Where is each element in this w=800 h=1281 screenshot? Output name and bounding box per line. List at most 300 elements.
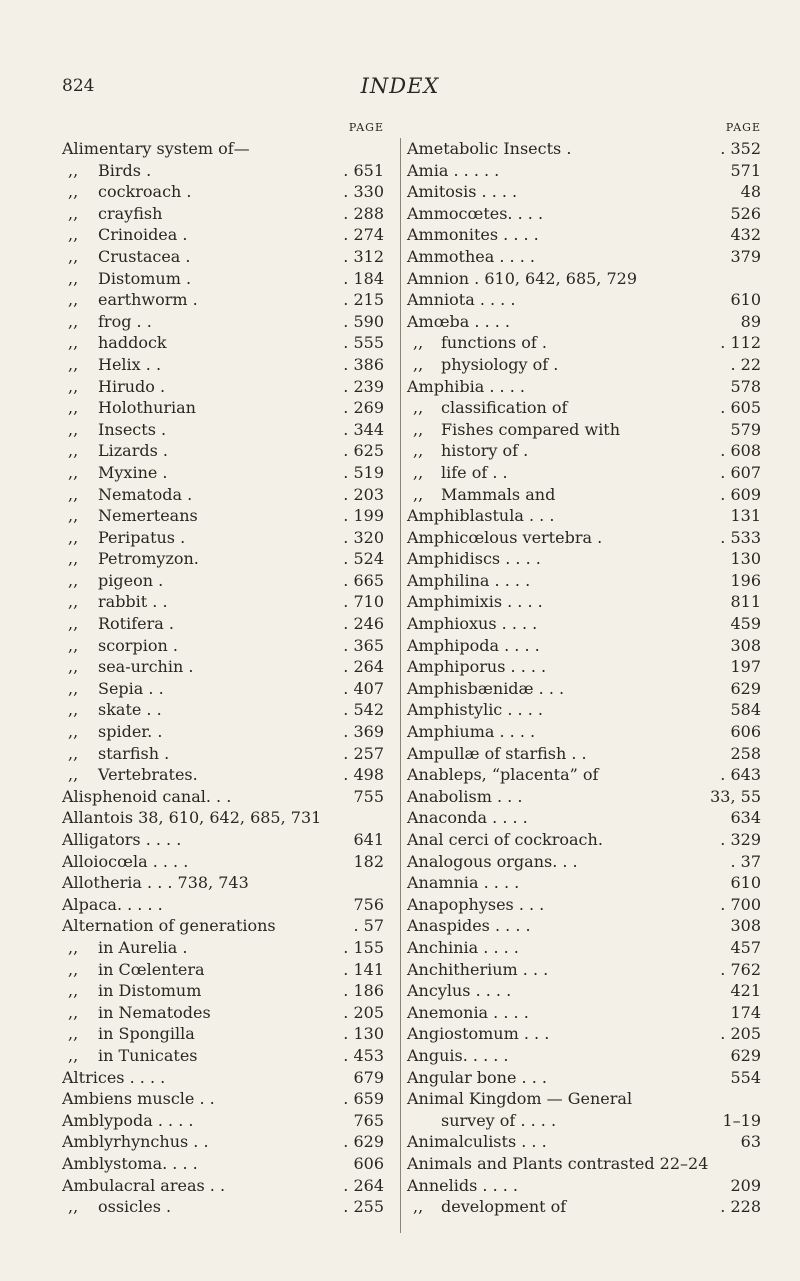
index-term: Nemerteans xyxy=(98,506,198,526)
index-entry xyxy=(407,1175,765,1197)
index-page-ref: . 386 xyxy=(343,354,384,374)
index-page-ref: . 184 xyxy=(343,268,384,288)
index-page-ref: 308 xyxy=(730,635,761,655)
index-entry xyxy=(407,699,765,721)
index-entry xyxy=(62,484,392,506)
index-page-ref: 765 xyxy=(353,1110,384,1130)
index-entry xyxy=(62,851,392,873)
index-term: Anamnia . . . . xyxy=(407,873,520,893)
index-entry xyxy=(407,980,765,1002)
index-page-ref: 130 xyxy=(730,549,761,569)
index-page-ref: 578 xyxy=(730,376,761,396)
index-term: skate . . xyxy=(98,700,162,720)
index-page-ref: . 665 xyxy=(343,570,384,590)
index-entry xyxy=(62,894,392,916)
index-term: Nematoda . xyxy=(98,484,193,504)
index-term: haddock xyxy=(98,333,167,353)
index-column-left xyxy=(62,118,392,1218)
index-entry xyxy=(62,1175,392,1197)
index-term: Amphidiscs . . . . xyxy=(407,549,541,569)
index-page-ref: 48 xyxy=(740,182,761,202)
index-page-ref: . 255 xyxy=(343,1197,384,1217)
index-entry xyxy=(407,786,765,808)
ditto-mark: ,, xyxy=(68,354,79,374)
index-entry xyxy=(62,268,392,290)
index-term: Amphipoda . . . . xyxy=(407,635,540,655)
column-divider xyxy=(400,138,401,1233)
ditto-mark: ,, xyxy=(68,182,79,202)
index-term: crayfish xyxy=(98,203,163,223)
index-entry xyxy=(62,505,392,527)
index-entry xyxy=(407,635,765,657)
index-page-ref: . 330 xyxy=(343,182,384,202)
index-page-ref: 571 xyxy=(730,160,761,180)
index-term: Annelids . . . . xyxy=(407,1175,519,1195)
index-term: Anapophyses . . . xyxy=(407,894,545,914)
index-entry xyxy=(407,462,765,484)
index-page-ref: . 700 xyxy=(720,894,761,914)
index-term: Allantois 38, 610, 642, 685, 731 xyxy=(62,808,322,828)
index-term: Altrices . . . . xyxy=(62,1067,166,1087)
index-term: Angiostomum . . . xyxy=(407,1024,550,1044)
index-entry xyxy=(407,1088,765,1110)
ditto-mark: ,, xyxy=(68,657,79,677)
index-page-ref: . 329 xyxy=(720,830,761,849)
ditto-mark: ,, xyxy=(68,290,79,310)
index-term: development of xyxy=(441,1197,567,1217)
index-term: Anchinia . . . . xyxy=(407,937,519,957)
page-number: 824 xyxy=(62,76,95,96)
ditto-mark: ,, xyxy=(413,333,424,353)
index-term: Amphibia . . . . xyxy=(407,376,525,396)
index-term: Anguis. . . . . xyxy=(407,1045,509,1065)
ditto-mark: ,, xyxy=(68,722,79,742)
index-term: Anabolism . . . xyxy=(407,786,523,806)
ditto-mark: ,, xyxy=(68,376,79,396)
index-term: in Aurelia . xyxy=(98,937,188,957)
index-term: Ambulacral areas . . xyxy=(62,1175,226,1195)
index-page-ref: . 37 xyxy=(730,851,761,871)
index-term: Ampullæ of starfish . . xyxy=(407,743,587,763)
ditto-mark: ,, xyxy=(68,765,79,785)
index-page-ref: 421 xyxy=(730,981,761,1001)
index-page-ref: 379 xyxy=(730,246,761,266)
index-page-ref: . 625 xyxy=(343,441,384,461)
index-term: life of . . xyxy=(441,462,508,482)
index-page-ref: . 590 xyxy=(343,311,384,331)
index-entry xyxy=(407,1045,765,1067)
ditto-mark: ,, xyxy=(68,570,79,590)
index-page-ref: 457 xyxy=(730,937,761,957)
index-term: Animal Kingdom — General xyxy=(407,1089,633,1109)
index-page-ref: . 257 xyxy=(343,743,384,763)
index-term: Ancylus . . . . xyxy=(407,981,512,1001)
index-page-ref: 33, 55 xyxy=(710,786,761,806)
index-term: Birds . xyxy=(98,160,152,180)
index-term: Myxine . xyxy=(98,462,168,482)
index-term: Alligators . . . . xyxy=(62,830,182,849)
index-page-ref: . 369 xyxy=(343,722,384,742)
index-entry xyxy=(62,548,392,570)
index-page-ref: 634 xyxy=(730,808,761,828)
index-page-ref: . 141 xyxy=(343,959,384,979)
ditto-mark: ,, xyxy=(68,311,79,331)
index-term: earthworm . xyxy=(98,290,198,310)
index-entry xyxy=(407,289,765,311)
ditto-mark: ,, xyxy=(68,743,79,763)
index-page-ref: 308 xyxy=(730,916,761,936)
index-term: Petromyzon. xyxy=(98,549,199,569)
index-term: Amœba . . . . xyxy=(407,311,511,331)
index-page-ref: . 269 xyxy=(343,398,384,418)
index-page-ref: 606 xyxy=(730,722,761,742)
index-entry xyxy=(407,1131,765,1153)
index-page-ref: 196 xyxy=(730,570,761,590)
index-term: Amniota . . . . xyxy=(407,290,516,310)
index-term: Animalculists . . . xyxy=(407,1132,547,1152)
ditto-mark: ,, xyxy=(68,1197,79,1217)
ditto-mark: ,, xyxy=(68,937,79,957)
ditto-mark: ,, xyxy=(413,462,424,482)
ditto-mark: ,, xyxy=(68,419,79,439)
index-page-ref: 89 xyxy=(740,311,761,331)
index-entry xyxy=(407,1196,765,1218)
index-page-ref: 131 xyxy=(730,506,761,526)
index-entry xyxy=(62,440,392,462)
index-page-ref: . 344 xyxy=(343,419,384,439)
ditto-mark: ,, xyxy=(68,635,79,655)
index-page-ref: . 605 xyxy=(720,398,761,418)
index-entry xyxy=(407,160,765,182)
index-entry xyxy=(62,829,392,851)
index-page-ref: 756 xyxy=(353,894,384,914)
index-entry xyxy=(62,743,392,765)
index-page-ref: 1–19 xyxy=(722,1110,761,1130)
index-page-ref: 197 xyxy=(730,657,761,677)
index-term: Peripatus . xyxy=(98,527,186,547)
index-page-ref: . 519 xyxy=(343,462,384,482)
index-term: Lizards . xyxy=(98,441,168,461)
index-page-ref: . 22 xyxy=(730,354,761,374)
column-page-label: PAGE xyxy=(348,121,384,134)
index-entry xyxy=(62,160,392,182)
index-entry xyxy=(407,1153,765,1175)
index-page-ref: . 186 xyxy=(343,981,384,1001)
index-entry xyxy=(62,1002,392,1024)
index-page-ref: . 762 xyxy=(720,959,761,979)
index-entry xyxy=(62,915,392,937)
index-entry xyxy=(62,332,392,354)
index-entry xyxy=(407,570,765,592)
index-term: Ambiens muscle . . xyxy=(62,1089,215,1109)
index-term: in Spongilla xyxy=(98,1024,195,1044)
index-page-ref: . 524 xyxy=(343,549,384,569)
index-term: sea-urchin . xyxy=(98,657,194,677)
index-entry xyxy=(407,397,765,419)
index-page-ref: . 203 xyxy=(343,484,384,504)
index-page-ref: . 643 xyxy=(720,765,761,785)
index-entry xyxy=(62,613,392,635)
index-entry xyxy=(407,311,765,333)
index-entry xyxy=(407,721,765,743)
index-page-ref: 554 xyxy=(730,1067,761,1087)
index-page-ref: . 629 xyxy=(343,1132,384,1152)
index-entry xyxy=(62,1153,392,1175)
index-term: pigeon . xyxy=(98,570,164,590)
index-page-ref: . 659 xyxy=(343,1089,384,1109)
index-entry xyxy=(62,311,392,333)
index-entry xyxy=(62,980,392,1002)
index-entries-left xyxy=(62,138,392,1218)
index-page-ref: . 239 xyxy=(343,376,384,396)
ditto-mark: ,, xyxy=(68,981,79,1001)
ditto-mark: ,, xyxy=(68,441,79,461)
index-term: Amblypoda . . . . xyxy=(62,1110,194,1130)
index-term: in Tunicates xyxy=(98,1045,198,1065)
index-page-ref: . 312 xyxy=(343,246,384,266)
index-page-ref: . 407 xyxy=(343,678,384,698)
index-term: Insects . xyxy=(98,419,167,439)
index-page-ref: . 608 xyxy=(720,441,761,461)
index-term: Amnion . 610, 642, 685, 729 xyxy=(407,268,638,288)
column-page-label: PAGE xyxy=(725,121,761,134)
index-page-ref: . 130 xyxy=(343,1024,384,1044)
index-term: Anableps, “placenta” of xyxy=(407,765,599,785)
index-term: Rotifera . xyxy=(98,614,174,634)
index-entry xyxy=(62,138,392,160)
index-entry xyxy=(62,1067,392,1089)
index-entry xyxy=(62,937,392,959)
index-term: classification of xyxy=(441,398,568,418)
ditto-mark: ,, xyxy=(68,592,79,612)
index-term: starfish . xyxy=(98,743,170,763)
index-page-ref: 579 xyxy=(730,419,761,439)
index-term: Amphimixis . . . . xyxy=(407,592,543,612)
index-term: Alisphenoid canal. . . xyxy=(62,786,232,806)
index-term: Fishes compared with xyxy=(441,419,621,439)
index-entry xyxy=(62,959,392,981)
index-term: Amphicœlous vertebra . xyxy=(407,527,603,547)
index-term: Anaconda . . . . xyxy=(407,808,528,828)
ditto-mark: ,, xyxy=(68,246,79,266)
index-entry xyxy=(62,462,392,484)
index-entry xyxy=(62,807,392,829)
index-entry xyxy=(407,894,765,916)
index-term: Vertebrates. xyxy=(98,765,198,785)
index-entry xyxy=(62,224,392,246)
index-term: Sepia . . xyxy=(98,678,164,698)
index-page-ref: . 274 xyxy=(343,225,384,245)
index-entry xyxy=(407,743,765,765)
index-page-ref: . 199 xyxy=(343,506,384,526)
ditto-mark: ,, xyxy=(68,1002,79,1022)
index-page-ref: . 352 xyxy=(720,139,761,158)
index-entry xyxy=(407,484,765,506)
index-page-ref: 610 xyxy=(730,873,761,893)
index-entry xyxy=(407,872,765,894)
index-entry xyxy=(407,764,765,786)
index-term: Alpaca. . . . . xyxy=(62,894,163,914)
index-term: Ammothea . . . . xyxy=(407,246,535,266)
index-term: in Cœlentera xyxy=(98,959,205,979)
index-page-ref: . 205 xyxy=(343,1002,384,1022)
index-term: in Distomum xyxy=(98,981,202,1001)
index-entry xyxy=(407,246,765,268)
index-term: cockroach . xyxy=(98,182,192,202)
index-page-ref: 63 xyxy=(740,1132,761,1152)
index-entry xyxy=(62,699,392,721)
index-page-ref: . 542 xyxy=(343,700,384,720)
index-entry xyxy=(407,1002,765,1024)
index-term: Ammocœtes. . . . xyxy=(407,203,544,223)
index-term: rabbit . . xyxy=(98,592,168,612)
index-entry xyxy=(62,1196,392,1218)
index-term: Ametabolic Insects . xyxy=(407,139,572,158)
ditto-mark: ,, xyxy=(68,527,79,547)
index-entry xyxy=(407,678,765,700)
index-term: Ammonites . . . . xyxy=(407,225,539,245)
index-term: scorpion . xyxy=(98,635,178,655)
ditto-mark: ,, xyxy=(68,678,79,698)
index-term: Amblyrhynchus . . xyxy=(62,1132,209,1152)
index-entry xyxy=(62,872,392,894)
index-term: Amblystoma. . . . xyxy=(62,1153,198,1173)
index-entry xyxy=(407,268,765,290)
index-entry xyxy=(62,181,392,203)
index-term: Amia . . . . . xyxy=(407,160,500,180)
index-term: Amphilina . . . . xyxy=(407,570,531,590)
index-entry xyxy=(62,721,392,743)
index-page-ref: 459 xyxy=(730,614,761,634)
index-term: Animals and Plants contrasted 22–24 xyxy=(407,1153,709,1173)
index-entry xyxy=(407,1023,765,1045)
index-term: physiology of . xyxy=(441,354,559,374)
index-page-ref: 584 xyxy=(730,700,761,720)
ditto-mark: ,, xyxy=(413,441,424,461)
index-page-ref: . 246 xyxy=(343,614,384,634)
index-entry xyxy=(407,203,765,225)
index-entry xyxy=(62,678,392,700)
index-entry xyxy=(62,1045,392,1067)
ditto-mark: ,, xyxy=(413,1197,424,1217)
index-page-ref: 811 xyxy=(730,592,761,612)
index-term: Angular bone . . . xyxy=(407,1067,547,1087)
index-term: Amphistylic . . . . xyxy=(407,700,543,720)
index-page-ref: 209 xyxy=(730,1175,761,1195)
index-term: Crinoidea . xyxy=(98,225,188,245)
index-page-ref: 258 xyxy=(730,743,761,763)
index-entry xyxy=(407,959,765,981)
ditto-mark: ,, xyxy=(68,549,79,569)
ditto-mark: ,, xyxy=(413,398,424,418)
index-term: in Nematodes xyxy=(98,1002,211,1022)
index-page-ref: . 215 xyxy=(343,290,384,310)
index-page-ref: . 228 xyxy=(720,1197,761,1217)
index-entry xyxy=(62,656,392,678)
index-entry xyxy=(407,807,765,829)
index-term: functions of . xyxy=(441,333,547,353)
ditto-mark: ,, xyxy=(68,268,79,288)
index-term: Alloiocœla . . . . xyxy=(62,851,189,871)
index-entry xyxy=(62,764,392,786)
index-term: frog . . xyxy=(98,311,152,331)
index-page-ref: 629 xyxy=(730,1045,761,1065)
index-entry xyxy=(62,289,392,311)
index-term: Crustacea . xyxy=(98,246,191,266)
index-term: Holothurian xyxy=(98,398,196,418)
running-title: INDEX xyxy=(360,74,440,98)
index-page-ref: . 155 xyxy=(343,937,384,957)
index-page-ref: 432 xyxy=(730,225,761,245)
index-term: Alternation of generations xyxy=(62,916,276,936)
index-term: Amphisbænidæ . . . xyxy=(407,678,565,698)
index-entry xyxy=(62,354,392,376)
index-term: Analogous organs. . . xyxy=(407,851,578,871)
ditto-mark: ,, xyxy=(68,484,79,504)
index-page-ref: 526 xyxy=(730,203,761,223)
index-page-ref: . 555 xyxy=(343,333,384,353)
index-page-ref: . 710 xyxy=(343,592,384,612)
index-entry xyxy=(407,440,765,462)
index-entry xyxy=(62,419,392,441)
index-entry xyxy=(62,1088,392,1110)
index-entry xyxy=(407,224,765,246)
index-term: Anaspides . . . . xyxy=(407,916,531,936)
index-page-ref: . 264 xyxy=(343,1175,384,1195)
index-entry xyxy=(407,527,765,549)
index-page-ref: . 533 xyxy=(720,527,761,547)
index-entry xyxy=(407,419,765,441)
index-term: Amphiporus . . . . xyxy=(407,657,547,677)
ditto-mark: ,, xyxy=(413,354,424,374)
index-term: Anemonia . . . . xyxy=(407,1002,529,1022)
index-entry xyxy=(407,851,765,873)
index-entries-right xyxy=(407,138,765,1218)
index-term: Anchitherium . . . xyxy=(407,959,549,979)
index-entry xyxy=(62,635,392,657)
ditto-mark: ,, xyxy=(68,203,79,223)
index-page-ref: . 607 xyxy=(720,462,761,482)
index-entry xyxy=(62,203,392,225)
index-term: Hirudo . xyxy=(98,376,166,396)
ditto-mark: ,, xyxy=(68,225,79,245)
index-term: Amitosis . . . . xyxy=(407,182,518,202)
index-entry xyxy=(62,527,392,549)
index-column-right xyxy=(407,118,765,1218)
index-page-ref: 755 xyxy=(353,786,384,806)
index-page-ref: 182 xyxy=(353,851,384,871)
index-entry xyxy=(407,548,765,570)
index-page-ref: 629 xyxy=(730,678,761,698)
index-entry xyxy=(62,376,392,398)
index-page-ref: . 365 xyxy=(343,635,384,655)
index-entry xyxy=(62,397,392,419)
index-term: history of . xyxy=(441,441,529,461)
index-page-ref: . 112 xyxy=(720,333,761,353)
index-entry xyxy=(407,1067,765,1089)
index-entry xyxy=(407,505,765,527)
index-entry xyxy=(62,246,392,268)
index-entry xyxy=(407,181,765,203)
ditto-mark: ,, xyxy=(68,506,79,526)
index-term: survey of . . . . xyxy=(441,1110,557,1130)
ditto-mark: ,, xyxy=(68,614,79,634)
index-page-ref: . 651 xyxy=(343,160,384,180)
index-page-ref: . 57 xyxy=(353,916,384,936)
index-entry xyxy=(62,591,392,613)
index-term: Helix . . xyxy=(98,354,162,374)
index-page-ref: 679 xyxy=(353,1067,384,1087)
